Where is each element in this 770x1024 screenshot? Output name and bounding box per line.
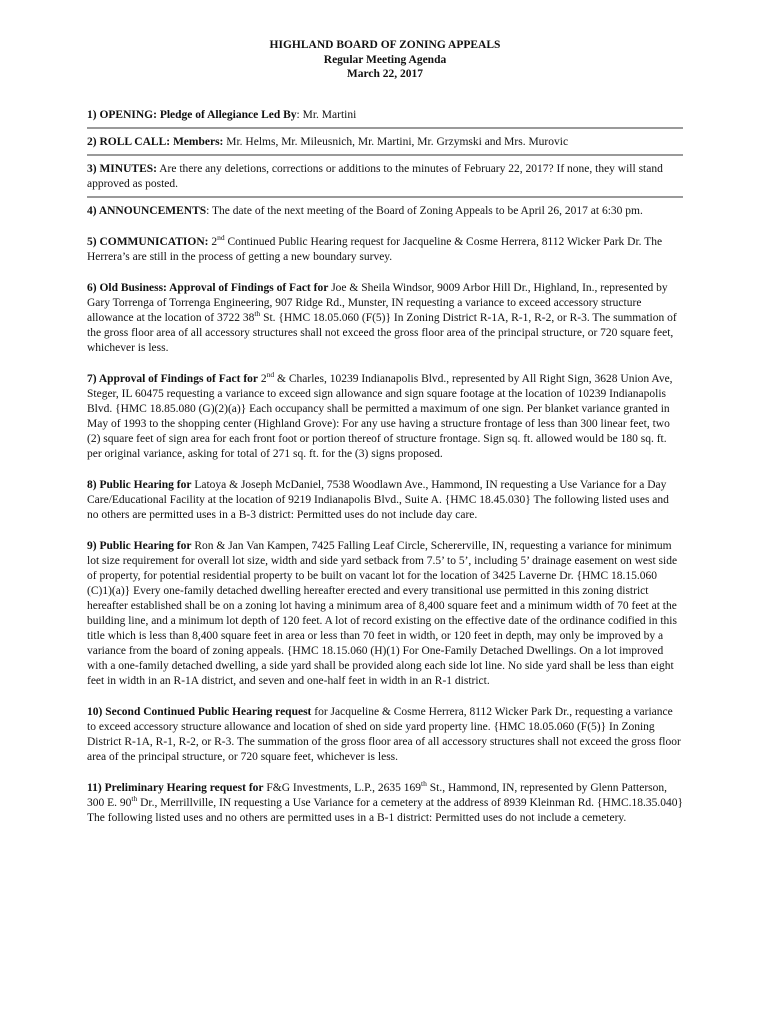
divider xyxy=(87,127,683,129)
agenda-item-public-hearing-mcdaniel: 8) Public Hearing for Latoya & Joseph McDaniel, 7538 Woodlawn Ave., Hammond, IN requesting a Use Variance for a Day Care/Educational Facility at the location of 9219 Indianapolis Blvd., Suite A. {HMC 18.45.030} The following listed uses and no others are permitted uses in a B-3 district: Permitted uses do not include day care. xyxy=(87,478,669,521)
agenda-item-preliminary-hearing: 11) Preliminary Hearing request for F&G Investments, L.P., 2635 169th St., Hammond, IN, represented by Glenn Patterson, 300 E. 90th Dr., Merrillville, IN requesting a Use Variance for a cemetery at the address of 8939 Kleinman Rd. {HMC.18.35.040} The following listed uses and no others are permitted uses in a B-1 district: Permitted uses do not include a cemetery. xyxy=(87,778,684,824)
agenda-header xyxy=(87,38,683,82)
agenda-page xyxy=(87,38,683,826)
agenda-item-findings-of-fact: 7) Approval of Findings of Fact for 2nd & Charles, 10239 Indianapolis Blvd., represented by All Right Sign, 3628 Union Ave, Steger, IL 60475 requesting a variance to exceed sign allowance and sign square footage at the location of 10239 Indianapolis Blvd. {HMC 18.85.080 (G)(2)(a)} Each occupancy shall be permitted a maximum of one sign. Per blanket variance granted in May of 1993 to the shopping center (Highland Grove): For any use having a structure frontage of less than 300 linear feet, two (2) square feet of sign area for each front foot or portion thereof of structure frontage. Sign sq. ft. allowed would be 180 sq. ft. per original variance, asking for total of 271 sq. ft. for the (3) signs proposed. xyxy=(87,369,673,460)
meeting-date: March 22, 2017 xyxy=(346,68,424,80)
agenda-item-roll-call: 2) ROLL CALL: Members: Mr. Helms, Mr. Mileusnich, Mr. Martini, Mr. Grzymski and Mrs. Murovic xyxy=(87,135,569,148)
agenda-item-communication: 5) COMMUNICATION: 2nd Continued Public Hearing request for Jacqueline & Cosme Herrera, 8112 Wicker Park Dr. The Herrera’s are still in the process of getting a new boundary survey. xyxy=(87,232,663,263)
agenda-item-second-continued-hearing: 10) Second Continued Public Hearing request for Jacqueline & Cosme Herrera, 8112 Wicker Park Dr., requesting a variance to exceed accessory structure allowance and location of shed on side yard property line. {HMC 18.05.060 (F(5)} In Zoning District R-1A, R-1, R-2, or R-3. The summation of the gross floor area of all accessory structures shall not exceed the gross floor area of the principal structure, or 720 square feet, whichever is less. xyxy=(87,705,681,763)
agenda-item-announcements: 4) ANNOUNCEMENTS: The date of the next meeting of the Board of Zoning Appeals to be April 26, 2017 at 6:30 pm. xyxy=(87,204,643,217)
divider xyxy=(87,154,683,156)
agenda-item-opening: 1) OPENING: Pledge of Allegiance Led By: Mr. Martini xyxy=(87,108,357,121)
agenda-subtitle: Regular Meeting Agenda xyxy=(323,53,447,66)
agenda-item-public-hearing-van-kampen: 9) Public Hearing for Ron & Jan Van Kampen, 7425 Falling Leaf Circle, Schererville, IN, requesting a variance for minimum lot size requirement for overall lot size, width and side yard setback from 7.5’ to 5’, including 5’ drainage easement on west side of property, for potential residential property to be built on vacant lot for the location of 3425 Laverne Dr. {HMC 18.15.060 (C)1)(a)} Every one-family detached dwelling hereafter erected and every transitional use permitted in this zoning district hereafter established shall be on a zoning lot having a minimum area of 8,400 square feet and a minimum width of 70 feet at the building line, and a minimum lot depth of 120 feet. A lot of record existing on the effective date of the ordinance codified in this title which is less than 8,400 square feet in area or less than 70 feet in width, or 120 feet in depth, may only be improved by a variance from the board of zoning appeals. {HMC 18.15.060 (H)(1) For One-Family Detached Dwellings. On a lot improved with a one-family detached dwelling, a side yard shall be provided along each side lot line. No side yard shall be less than eight feet in width in an R-1A district, and seven and one-half feet in width in an R-1 district. xyxy=(87,539,678,687)
agenda-item-minutes: 3) MINUTES: Are there any deletions, corrections or additions to the minutes of February 22, 2017? If none, they will stand approved as posted. xyxy=(87,162,663,190)
agenda-item-old-business: 6) Old Business: Approval of Findings of Fact for Joe & Sheila Windsor, 9009 Arbor Hill Dr., Highland, In., represented by Gary Torrenga of Torrenga Engineering, 907 Ridge Rd., Munster, IN requesting a variance to exceed accessory structure allowance at the location of 3722 38th St. {HMC 18.05.060 (F(5)} In Zoning District R-1A, R-1, R-2, or R-3. The summation of the gross floor area of all accessory structures shall not exceed the gross floor area of the principal structure, or 720 square feet, whichever is less. xyxy=(87,281,677,354)
divider xyxy=(87,196,683,198)
board-title: HIGHLAND BOARD OF ZONING APPEALS xyxy=(269,39,501,51)
